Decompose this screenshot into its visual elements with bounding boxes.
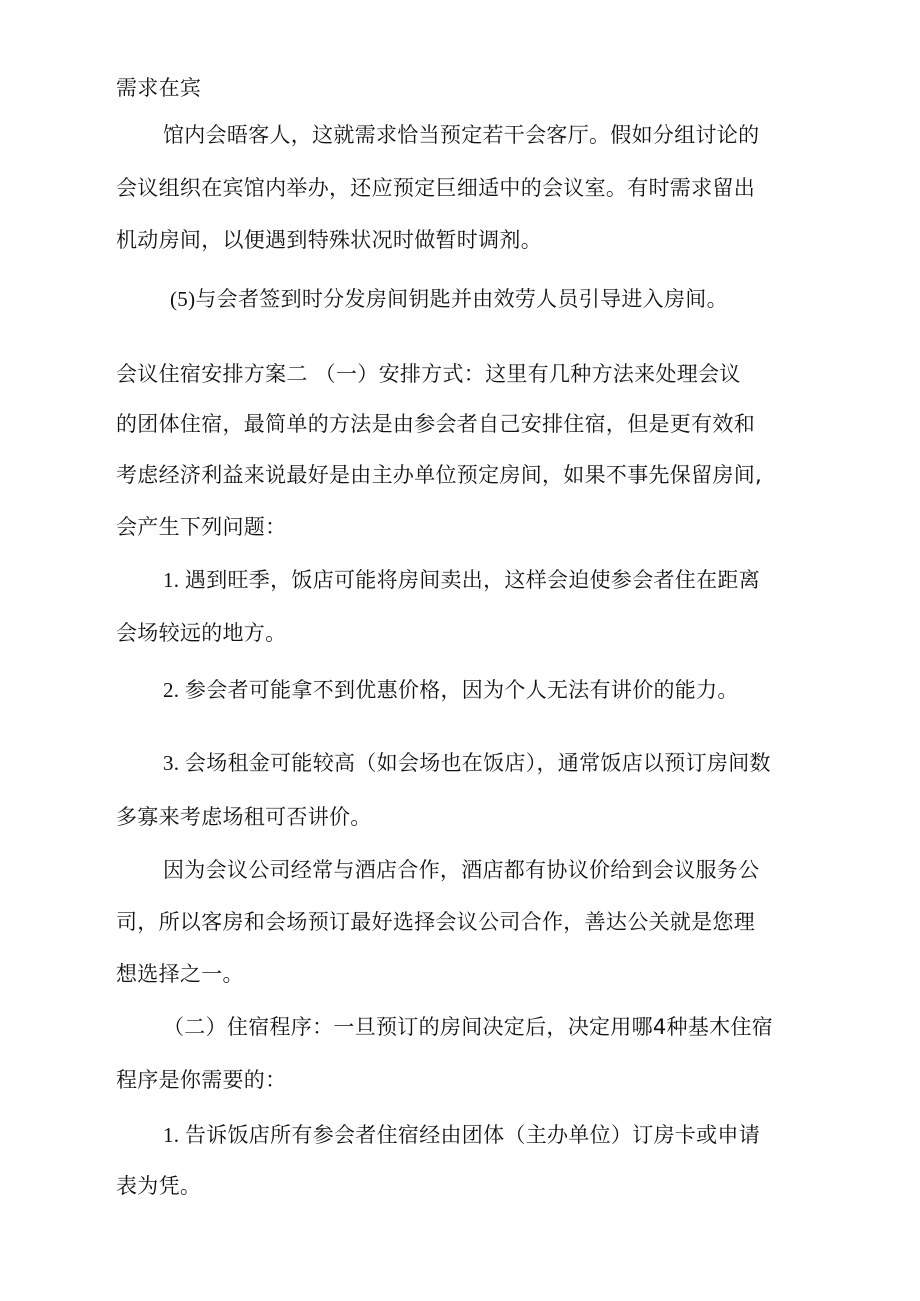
text-line: 多寡来考虑场租可否讲价。 <box>116 805 372 829</box>
text-line: 表为凭。 <box>116 1174 202 1198</box>
text-line: (5)与会者签到时分发房间钥匙并由效劳人员引导进入房间。 <box>170 287 728 311</box>
list-item: 3. 会场租金可能较高（如会场也在饭店），通常饭店以预订房间数 <box>163 751 771 775</box>
text-line: 会议住宿安排方案二 （一）安排方式：这里有几种方法来处理会议 <box>116 362 741 386</box>
text-line: 会议组织在宾馆内举办，还应预定巨细适中的会议室。有时需求留出 <box>116 176 755 200</box>
text-line: 馆内会晤客人，这就需求恰当预定若干会客厅。假如分组讨论的 <box>163 123 760 147</box>
list-item: 1. 告诉饭店所有参会者住宿经由团体（主办单位）订房卡或申请 <box>163 1123 760 1147</box>
list-item: 1. 遇到旺季，饭店可能将房间卖出，这样会迫使参会者住在距离 <box>163 568 760 592</box>
text-line: 的团体住宿，最简单的方法是由参会者自己安排住宿，但是更有效和 <box>116 412 755 436</box>
text-line: 会产生下列问题： <box>116 515 287 539</box>
text-line: （二）住宿程序：一旦预订的房间决定后，决定用哪4种基木住宿 <box>163 1015 774 1039</box>
list-item: 2. 参会者可能拿不到优惠价格，因为个人无法有讲价的能力。 <box>163 678 739 702</box>
text-line: 司，所以客房和会场预订最好选择会议公司合作，善达公关就是您理 <box>116 910 755 934</box>
text-line: 因为会议公司经常与酒店合作，酒店都有协议价给到会议服务公 <box>163 858 760 882</box>
text-line: 想选择之一。 <box>116 962 244 986</box>
text-line: 需求在宾 <box>116 76 202 100</box>
text-line: 考虑经济利益来说最好是由主办单位预定房间，如果不事先保留房间, <box>116 463 762 487</box>
text-line: 会场较远的地方。 <box>116 621 287 645</box>
text-line: 机动房间，以便遇到特殊状况时做暂时调剂。 <box>116 228 542 252</box>
text-line: 程序是你需要的： <box>116 1068 287 1092</box>
